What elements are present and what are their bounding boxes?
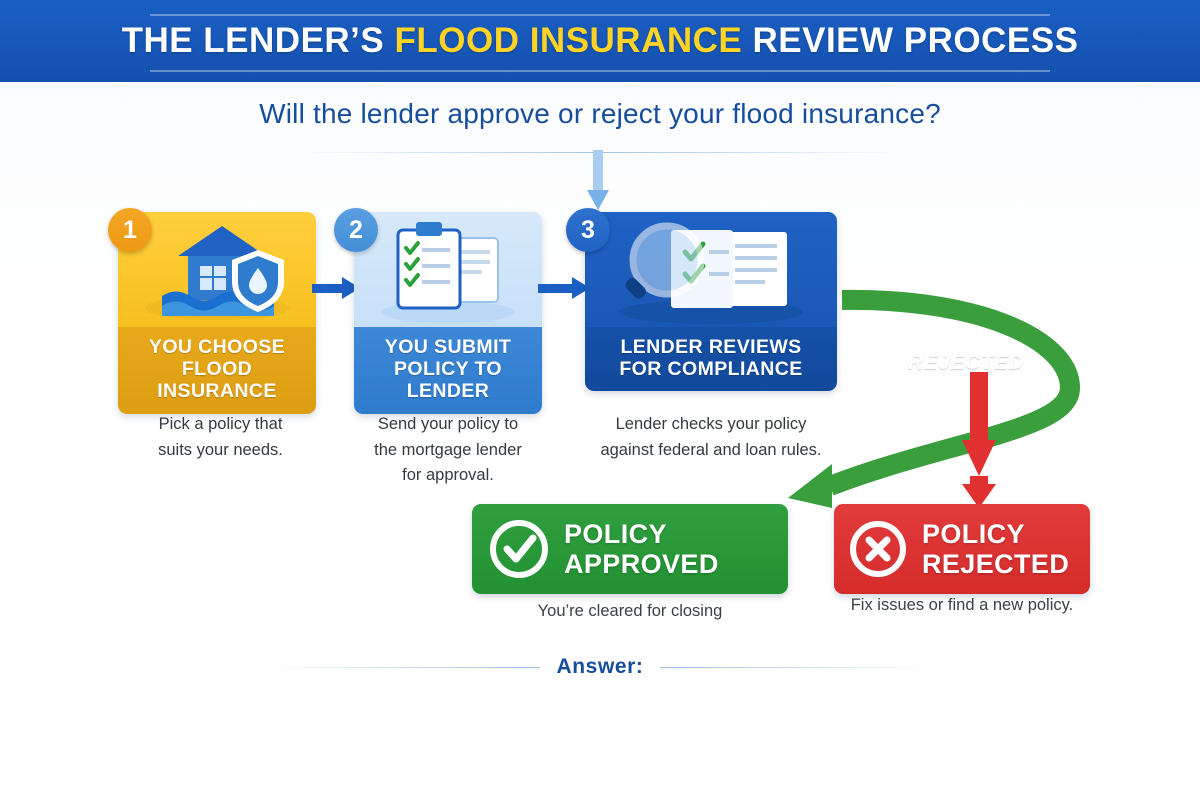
result-approved-line-2: APPROVED xyxy=(564,549,719,579)
step-1-label-line-1: YOU CHOOSE xyxy=(148,336,286,358)
result-approved-line-1: POLICY xyxy=(564,518,667,549)
answer-rule-left xyxy=(260,667,540,668)
title-highlight: FLOOD INSURANCE xyxy=(394,21,743,60)
step-1-caption xyxy=(118,412,323,463)
connector-arrow-2-icon xyxy=(538,275,590,301)
result-approved-label xyxy=(564,519,719,579)
step-2-caption-line-2: the mortgage lender xyxy=(374,440,522,459)
step-3-label-line-2: FOR COMPLIANCE xyxy=(619,358,803,381)
result-rejected[interactable] xyxy=(834,504,1090,594)
step-2-label-line-2: POLICY TO LENDER xyxy=(394,358,502,403)
step-3-caption-line-2: against federal and loan rules. xyxy=(600,440,822,459)
result-rejected-line-1: POLICY xyxy=(922,518,1025,549)
down-arrow-icon xyxy=(585,150,611,212)
clipboard-checklist-icon xyxy=(354,212,542,327)
branch-flow-arrows xyxy=(770,280,1190,520)
result-rejected-label xyxy=(922,519,1069,579)
step-3-number-badge: 3 xyxy=(566,208,610,252)
title-part-1: THE LENDER’S xyxy=(121,21,395,60)
step-3-caption-line-1: Lender checks your policy xyxy=(615,415,807,433)
step-1-label-line-2: FLOOD INSURANCE xyxy=(157,358,277,403)
step-1-caption-line-1: Pick a policy that xyxy=(158,415,283,433)
step-3-label-line-1: LENDER REVIEWS xyxy=(620,336,802,358)
step-2-caption xyxy=(348,412,548,489)
step-1-caption-line-2: suits your needs. xyxy=(158,440,283,459)
title-part-2: REVIEW PROCESS xyxy=(742,21,1079,60)
step-card-2[interactable] xyxy=(354,212,542,414)
step-1-label xyxy=(118,327,316,414)
result-rejected-caption: Fix issues or find a new policy. xyxy=(850,596,1074,614)
connector-arrow-1-icon xyxy=(312,275,360,301)
header-rule-bottom xyxy=(150,70,1050,72)
answer-rule-right xyxy=(660,667,940,668)
step-2-number-badge: 2 xyxy=(334,208,378,252)
rejected-path-label: REJECTED xyxy=(907,351,1025,374)
answer-label: Answer: xyxy=(556,655,644,678)
answer-row xyxy=(260,652,940,682)
step-2-illustration xyxy=(354,212,542,327)
check-circle-icon xyxy=(488,518,550,580)
result-approved-caption: You’re cleared for closing xyxy=(537,602,723,620)
step-2-caption-line-1: Send your policy to xyxy=(377,415,519,433)
result-approved[interactable] xyxy=(472,504,788,594)
step-2-label-line-1: YOU SUBMIT xyxy=(384,336,512,358)
header-banner xyxy=(0,0,1200,82)
step-1-number-badge: 1 xyxy=(108,208,152,252)
page-title xyxy=(122,21,1079,61)
step-2-caption-line-3: for approval. xyxy=(402,466,494,485)
result-rejected-line-2: REJECTED xyxy=(922,549,1070,579)
step-2-label xyxy=(354,327,542,414)
header-rule-top xyxy=(150,14,1050,16)
x-circle-icon xyxy=(848,519,908,579)
subtitle-question: Will the lender approve or reject your flood insurance? xyxy=(259,98,941,129)
